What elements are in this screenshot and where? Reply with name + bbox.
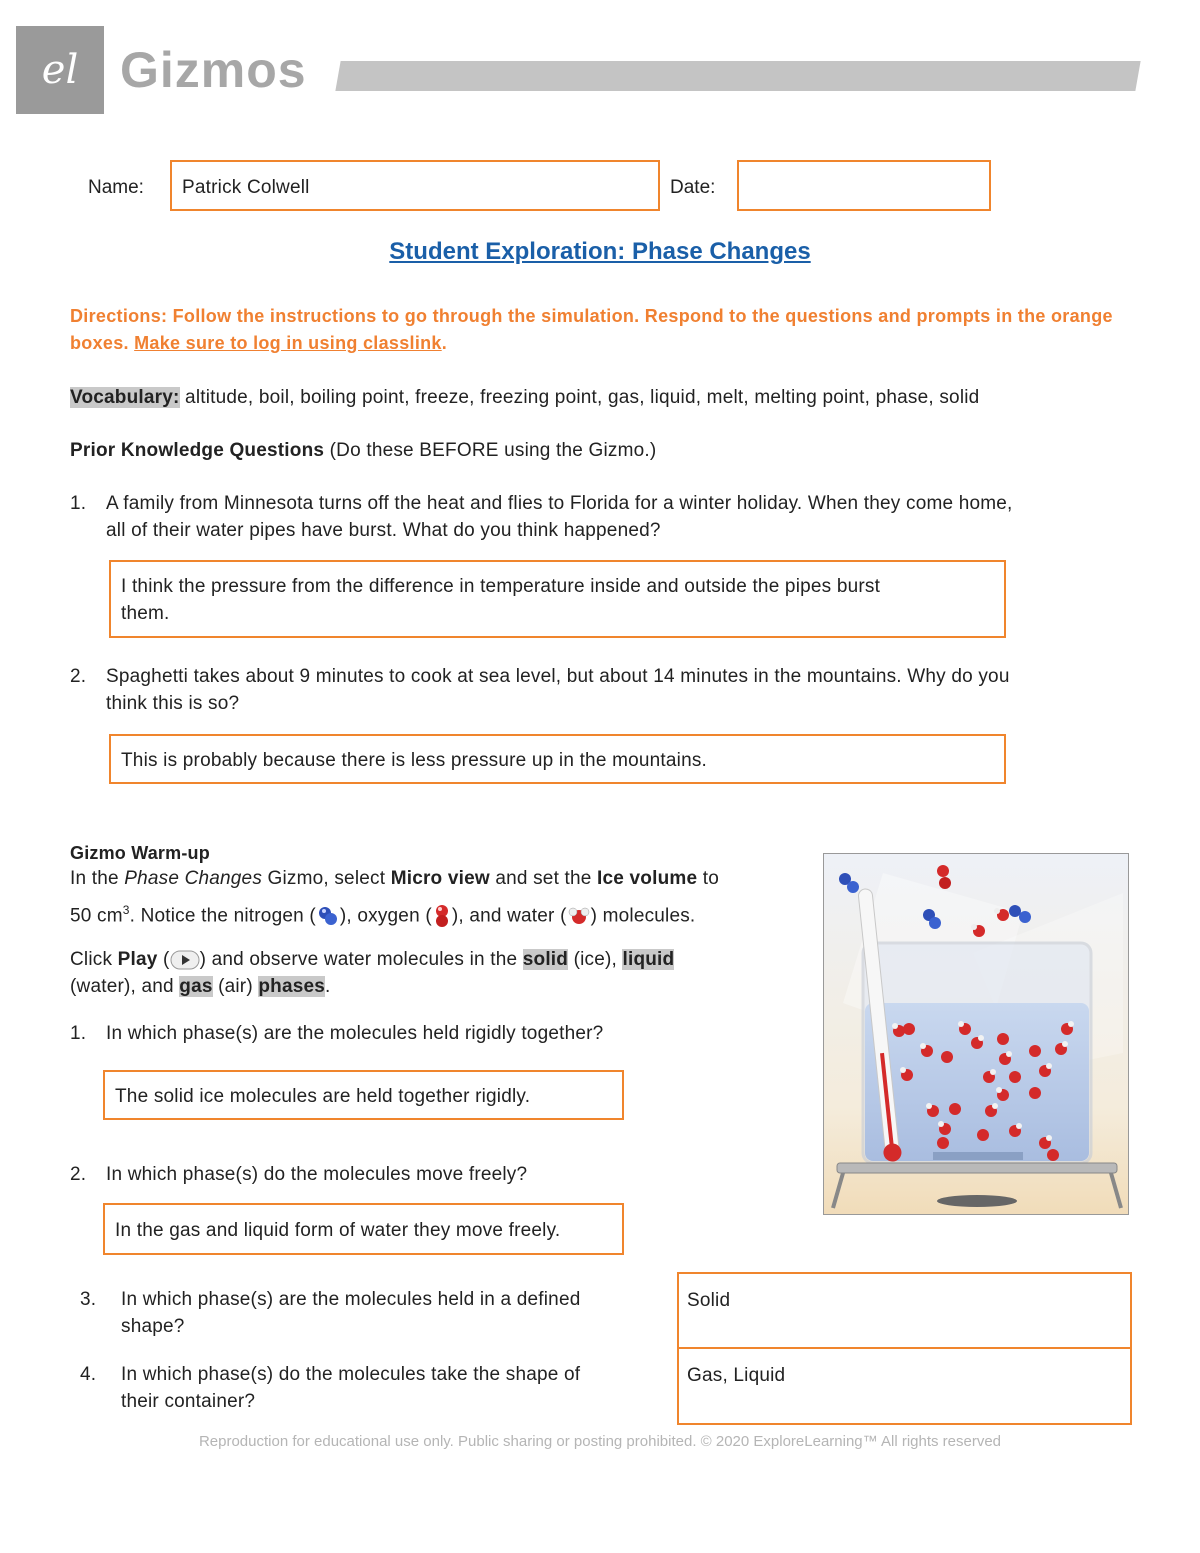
intro-c: and set the <box>489 868 598 889</box>
intro-e: 50 cm <box>70 905 123 927</box>
warmup-q3-number: 3. <box>80 1289 97 1310</box>
warmup-q4-line2: their container? <box>121 1391 256 1412</box>
prior-q2-line1: Spaghetti takes about 9 minutes to cook at sea level, but about 14 minutes in the mountains. Why do you <box>106 666 1010 687</box>
play-f: (air) <box>212 976 259 997</box>
intro-d: to <box>697 868 719 889</box>
play-button-icon <box>170 950 200 970</box>
warmup-q4-line1: In which phase(s) do the molecules take the shape of <box>121 1364 581 1385</box>
warmup-q3-answer-box[interactable] <box>677 1272 1132 1349</box>
vocabulary-label: Vocabulary: <box>70 387 180 408</box>
directions <box>70 303 1120 357</box>
warmup-q3-answer: Solid <box>687 1290 731 1311</box>
prior-q2-number: 2. <box>70 666 87 687</box>
prior-q1-answer-line1: I think the pressure from the difference in temperature inside and outside the pipes burst <box>121 576 881 597</box>
intro-gizmo-name: Phase Changes <box>124 868 263 889</box>
prior-q2-answer: This is probably because there is less pressure up in the mountains. <box>121 750 708 771</box>
intro-i: ) molecules. <box>590 905 696 927</box>
date-label: Date: <box>670 177 716 198</box>
play-a: Click <box>70 949 118 970</box>
warmup-q1-text: In which phase(s) are the molecules held rigidly together? <box>106 1023 604 1044</box>
warmup-intro <box>70 865 810 929</box>
warmup-q3-line2: shape? <box>121 1316 185 1337</box>
prior-q1-line1: A family from Minnesota turns off the heat and flies to Florida for a winter holiday. When they come home, <box>106 493 1013 514</box>
prior-q2-answer-box[interactable] <box>109 734 1006 784</box>
name-field[interactable] <box>170 160 660 211</box>
play-d: (ice), <box>568 949 623 970</box>
prior-q1-answer-box[interactable] <box>109 560 1006 638</box>
warmup-q1-answer: The solid ice molecules are held together rigidly. <box>115 1086 531 1107</box>
warmup-q4-text <box>121 1361 661 1415</box>
classlink-link[interactable]: Make sure to log in using classlink <box>134 333 442 353</box>
intro-g: ), oxygen ( <box>339 905 432 927</box>
name-label: Name: <box>88 177 144 198</box>
warmup-q2-answer-box[interactable] <box>103 1203 624 1255</box>
prior-heading-text: Prior Knowledge Questions <box>70 440 325 461</box>
prior-q1-answer-line2: them. <box>121 603 170 624</box>
prior-q2-line2: think this is so? <box>106 693 240 714</box>
intro-ice-volume: Ice volume <box>597 868 698 889</box>
play-c: ) and observe water molecules in the <box>199 949 523 970</box>
footer-copyright: Reproduction for educational use only. Public sharing or posting prohibited. © 2020 ExploreLearning™ All rights reserved <box>198 1433 1002 1450</box>
play-solid: solid <box>522 949 569 970</box>
intro-b: Gizmo, select <box>262 868 391 889</box>
warmup-q4-answer: Gas, Liquid <box>687 1365 786 1386</box>
prior-note: (Do these BEFORE using the Gizmo.) <box>329 440 657 461</box>
prior-q1-line2: all of their water pipes have burst. What do you think happened? <box>106 520 661 541</box>
vocabulary <box>70 384 1150 411</box>
prior-q1-text <box>106 490 1146 544</box>
prior-q1-answer <box>111 562 1004 627</box>
directions-end: . <box>441 333 448 353</box>
warmup-q4-number: 4. <box>80 1364 97 1385</box>
warmup-heading: Gizmo Warm-up <box>70 843 210 863</box>
oxygen-molecule-icon <box>432 903 452 929</box>
intro-sup: 3 <box>122 903 130 917</box>
nitrogen-molecule-icon <box>316 904 340 928</box>
warmup-q1-answer-box[interactable] <box>103 1070 624 1120</box>
play-phases: phases <box>258 976 326 997</box>
explorelearning-logo: el <box>16 26 104 114</box>
play-g: . <box>325 976 331 997</box>
play-b: ( <box>157 949 170 970</box>
play-gas: gas <box>179 976 213 997</box>
warmup-q1-number: 1. <box>70 1023 87 1044</box>
vocabulary-terms: altitude, boil, boiling point, freeze, freezing point, gas, liquid, melt, melting point, phase, solid <box>185 387 980 408</box>
gizmos-brand: Gizmos <box>120 42 307 98</box>
phase-changes-gizmo-image <box>823 853 1129 1215</box>
warmup-play <box>70 946 810 1000</box>
date-value <box>739 162 989 176</box>
name-value: Patrick Colwell <box>182 177 310 198</box>
warmup-q2-number: 2. <box>70 1164 87 1185</box>
play-bold: Play <box>117 949 158 970</box>
intro-h: ), and water ( <box>451 905 567 927</box>
date-field[interactable] <box>737 160 991 211</box>
page-title: Student Exploration: Phase Changes <box>389 238 811 265</box>
prior-knowledge-heading <box>70 437 656 464</box>
intro-micro-view: Micro view <box>390 868 490 889</box>
directions-text: Directions: Follow the instructions to go through the simulation. Respond to the questions and prompts in the orange boxes. <box>70 306 1113 353</box>
header-bar <box>335 61 1140 91</box>
prior-q1-number: 1. <box>70 493 87 514</box>
warmup-q3-text <box>121 1286 661 1340</box>
intro-a: In the <box>70 868 125 889</box>
warmup-q3-line1: In which phase(s) are the molecules held in a defined <box>121 1289 581 1310</box>
warmup-q2-answer: In the gas and liquid form of water they move freely. <box>115 1220 561 1241</box>
play-liquid: liquid <box>622 949 675 970</box>
water-molecule-icon <box>567 904 591 928</box>
warmup-q4-answer-box[interactable] <box>677 1347 1132 1425</box>
play-e: (water), and <box>70 976 180 997</box>
prior-q2-text <box>106 663 1146 717</box>
warmup-q2-text: In which phase(s) do the molecules move freely? <box>106 1164 528 1185</box>
intro-f: . Notice the nitrogen ( <box>129 905 316 927</box>
